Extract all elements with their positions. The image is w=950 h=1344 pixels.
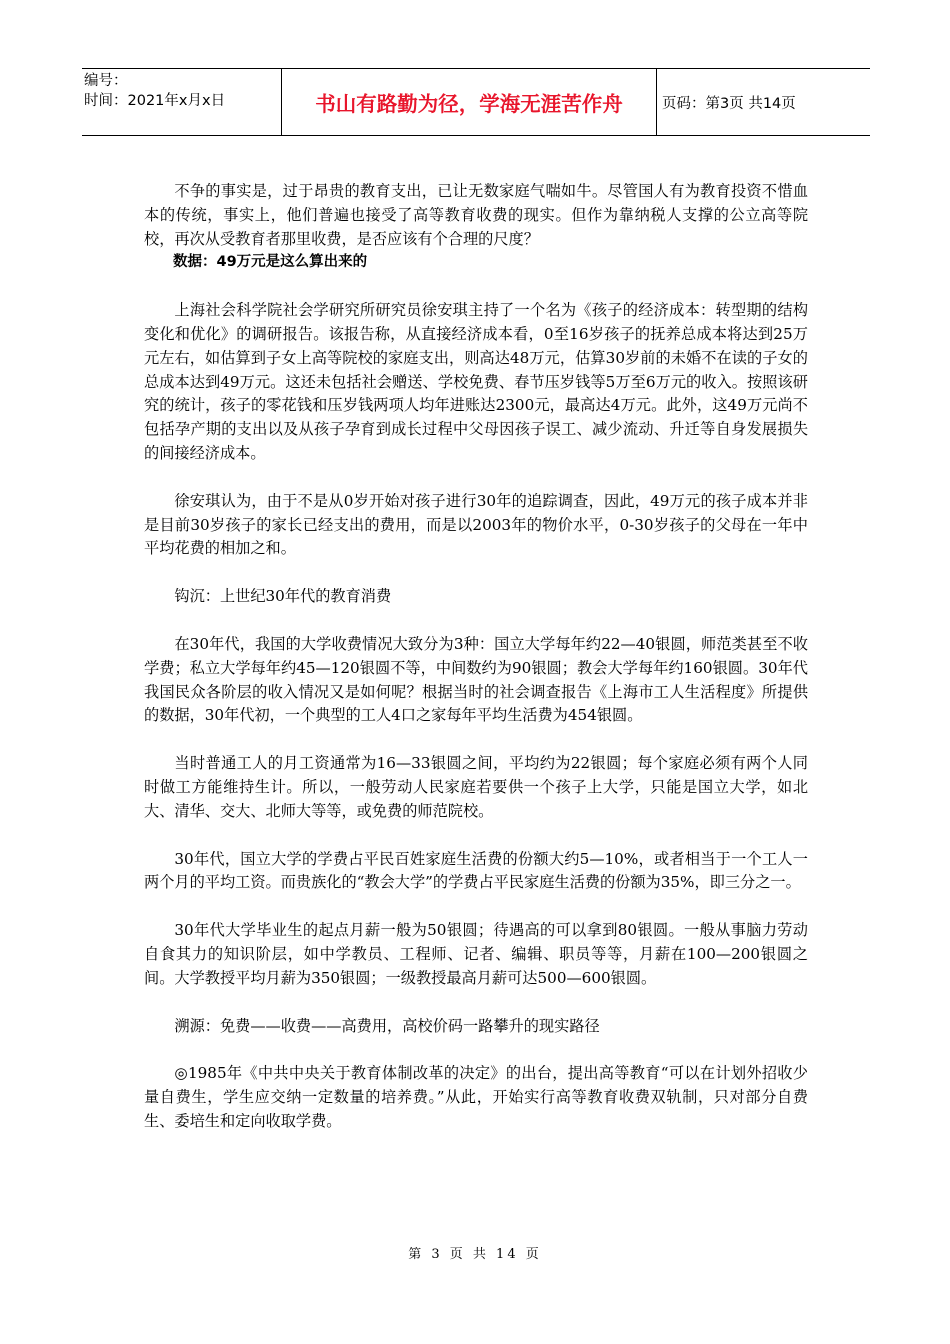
paragraph-explanation: 徐安琪认为，由于不是从0岁开始对孩子进行30年的追踪调查，因此，49万元的孩子成本并非是目前30岁孩子的家长已经支出的费用，而是以2003年的物价水平，0-30岁孩子的父母在一年中平均花费的相加之和。	[144, 491, 808, 558]
section-heading-history: 钩沉：上世纪30年代的教育消费	[174, 587, 392, 606]
paragraph-1985: ◎1985年《中共中央关于教育体制改革的决定》的出台，提出高等教育“可以在计划外招收少量自费生，学生应交纳一定数量的培养费。”从此，开始实行高等教育收费双轨制，只对部分自费生、委培生和定向收取学费。	[144, 1064, 808, 1130]
document-body	[144, 180, 808, 1158]
paragraph-research: 上海社会科学院社会学研究所研究员徐安琪主持了一个名为《孩子的经济成本：转型期的结构变化和优化》的调研报告。该报告称，从直接经济成本看，0至16岁孩子的抚养总成本将达到25万元左右，如估算到子女上高等院校的家庭支出，则高达48万元，估算30岁前的未婚不在读的子女的总成本达到49万元。这还未包括社会赠送、学校免费、春节压岁钱等5万至6万元的收入。按照该研究的统计，孩子的零花钱和压岁钱两项人均年进账达2300元，最高达4万元。此外，这49万元尚不包括孕产期的支出以及从孩子孕育到成长过程中父母因孩子误工、减少流动、升迁等自身发展损失的间接经济成本。	[144, 301, 808, 462]
paragraph-wages: 当时普通工人的月工资通常为16—33银圆之间，平均约为22银圆；每个家庭必须有两个人同时做工方能维持生计。所以，一般劳动人民家庭若要供一个孩子上大学，只能是国立大学，如北大、清华、交大、北师大等等，或免费的师范院校。	[144, 754, 808, 820]
date-line: 时间：2021年x月x日	[84, 93, 226, 109]
paragraph-fees-1930s: 在30年代，我国的大学收费情况大致分为3种：国立大学每年约22—40银圆，师范类甚至不收学费；私立大学每年约45—120银圆不等，中间数约为90银圆；教会大学每年约160银圆。30年代我国民众各阶层的收入情况又是如何呢？根据当时的社会调查报告《上海市工人生活程度》所提供的数据，30年代初，一个典型的工人4口之家每年平均生活费为454银圆。	[144, 634, 808, 725]
page-footer: 第 3 页 共 14 页	[408, 1247, 542, 1262]
paragraph-intro: 不争的事实是，过于昂贵的教育支出，已让无数家庭气喘如牛。尽管国人有为教育投资不惜血本的传统，事实上，他们普遍也接受了高等教育收费的现实。但作为靠纳税人支撑的公立高等院校，再次从受教育者那里收费，是否应该有个合理的尺度？	[144, 182, 808, 248]
serial-label: 编号：	[84, 73, 128, 89]
header-motto: 书山有路勤为径，学海无涯苦作舟	[282, 69, 657, 135]
section-heading-data: 数据：49万元是这么算出来的	[173, 254, 368, 271]
section-heading-origin: 溯源：免费——收费——高费用，高校价码一路攀升的现实路径	[174, 1016, 600, 1035]
paragraph-share: 30年代，国立大学的学费占平民百姓家庭生活费的份额大约5—10%，或者相当于一个工人一两个月的平均工资。而贵族化的“教会大学”的学费占平民家庭生活费的份额为35%，即三分之一。	[144, 849, 808, 892]
paragraph-salaries: 30年代大学毕业生的起点月薪一般为50银圆；待遇高的可以拿到80银圆。一般从事脑力劳动自食其力的知识阶层，如中学教员、工程师、记者、编辑、职员等等，月薪在100—200银圆之间。大学教授平均月薪为350银圆；一级教授最高月薪可达500—600银圆。	[144, 921, 808, 987]
header-page-info: 页码：第3页 共14页	[662, 95, 796, 112]
header-meta	[82, 69, 282, 135]
page-header	[82, 68, 870, 136]
